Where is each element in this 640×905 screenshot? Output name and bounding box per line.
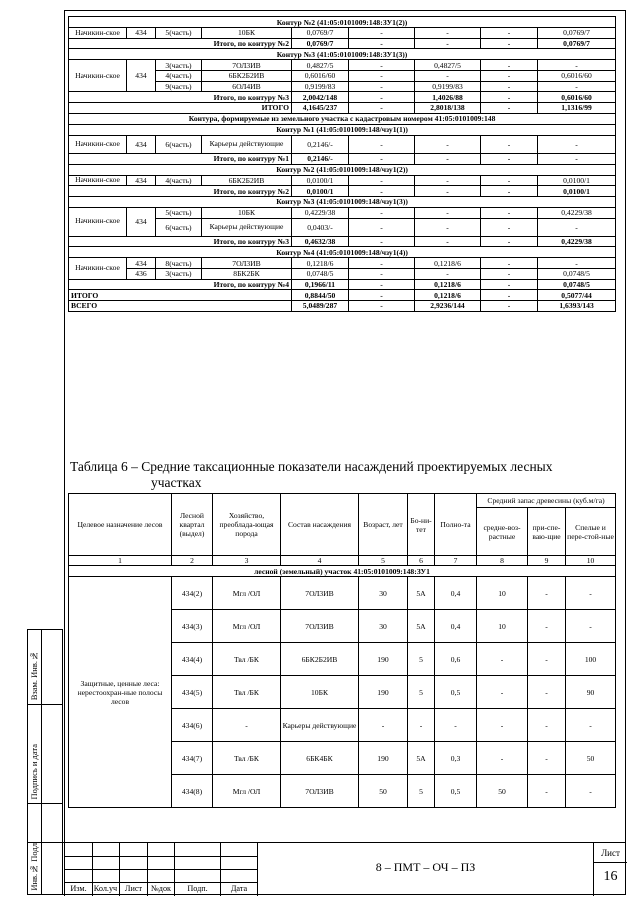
side-field-podpis — [27, 704, 63, 803]
value-cell: - — [349, 60, 415, 71]
header-purpose: Целевое назначение лесов — [69, 494, 172, 556]
table6-cell-composition: 10БК — [281, 676, 359, 709]
allocation-row-total — [69, 92, 616, 103]
forestry-name: Начикин-ское — [69, 258, 127, 279]
kvartal-cell: 434 — [127, 207, 156, 236]
forestry-name: Начикин-ское — [69, 135, 127, 153]
table6-cell-kvartal: 434(6) — [172, 709, 213, 742]
value-cell: - — [349, 258, 415, 269]
value-cell: - — [481, 258, 538, 269]
stamp-kolich: Кол.уч — [93, 884, 118, 893]
area-cell: 0,4827/5 — [292, 60, 349, 71]
grand-total-value: 0,1218/6 — [415, 290, 481, 301]
value-cell: - — [415, 135, 481, 153]
total-value: - — [415, 236, 481, 247]
table6-cell-mid: - — [477, 643, 528, 676]
species-cell: 8БК2БК — [202, 268, 292, 279]
total-value: 0,0100/1 — [538, 186, 616, 197]
table6-cell-pre: - — [528, 643, 566, 676]
table6-cell-age: 190 — [359, 676, 408, 709]
table6-cell-age: - — [359, 709, 408, 742]
section-title: Контур №1 (41:05:0101009:148/чзу1(1)) — [69, 124, 616, 135]
allocation-row-data — [69, 60, 616, 71]
stamp-ndok: №док — [150, 884, 172, 893]
total-label: Итого, по контуру №3 — [69, 92, 292, 103]
vydel-cell: 9(часть) — [156, 81, 202, 92]
sheet-label: Лист — [601, 848, 620, 858]
total-area: 0,1966/11 — [292, 279, 349, 290]
value-cell: - — [481, 71, 538, 82]
area-cell: 0,9199/83 — [292, 81, 349, 92]
allocation-row-section — [69, 124, 616, 135]
kvartal-cell: 434 — [127, 60, 156, 92]
kvartal-cell: 434 — [127, 28, 156, 39]
table6-cell-density: 0,5 — [435, 676, 477, 709]
value-cell: - — [349, 207, 415, 218]
total-label: Итого, по контуру №3 — [69, 236, 292, 247]
table6-cell-bonitet: 5А — [408, 742, 435, 775]
stamp-data: Дата — [230, 884, 248, 893]
grand-total-value: - — [349, 301, 415, 312]
table6-cell-age: 190 — [359, 643, 408, 676]
column-number: 10 — [566, 556, 616, 566]
table6-cell-density: - — [435, 709, 477, 742]
table6-cell-breed: Твл /БК — [213, 742, 281, 775]
value-cell: - — [481, 81, 538, 92]
kvartal-cell: 434 — [127, 175, 156, 186]
total-value: 0,0748/5 — [538, 279, 616, 290]
table6-cell-bonitet: - — [408, 709, 435, 742]
forestry-name: Начикин-ское — [69, 207, 127, 236]
stamp-list: Лист — [124, 884, 143, 893]
column-number: 4 — [281, 556, 359, 566]
column-number: 9 — [528, 556, 566, 566]
value-cell: - — [481, 268, 538, 279]
table6-cell-density: 0,5 — [435, 775, 477, 808]
value-cell: - — [481, 60, 538, 71]
total-value: 0,4229/38 — [538, 236, 616, 247]
section-title: Контур №2 (41:05:0101009:148/чзу1(2)) — [69, 164, 616, 175]
section-title: Контур №3 (41:05:0101009:148/чзу1(3)) — [69, 196, 616, 207]
column-number: 5 — [359, 556, 408, 566]
total-value: 1,1316/99 — [538, 103, 616, 114]
value-cell: - — [538, 81, 616, 92]
vydel-cell: 4(часть) — [156, 71, 202, 82]
species-cell: 6ОЛ4ИВ — [202, 81, 292, 92]
table6-cell-pre: - — [528, 676, 566, 709]
allocation-row-data — [69, 175, 616, 186]
value-cell: - — [481, 175, 538, 186]
value-cell: - — [349, 175, 415, 186]
table6-cell-composition: 7ОЛ3ИВ — [281, 610, 359, 643]
total-value: - — [481, 92, 538, 103]
caption-line-2: участках — [151, 474, 202, 490]
total-value: - — [415, 38, 481, 49]
value-cell: - — [538, 218, 616, 236]
value-cell: 0,4827/5 — [415, 60, 481, 71]
grand-total-value: 1,6393/143 — [538, 301, 616, 312]
column-number: 7 — [435, 556, 477, 566]
sheet-number: 16 — [603, 869, 618, 884]
total-area: 4,1645/237 — [292, 103, 349, 114]
table6-cell-kvartal: 434(8) — [172, 775, 213, 808]
total-value: - — [481, 103, 538, 114]
caption-line-1: Таблица 6 – Средние таксационные показатели насаждений проектируемых лесных — [70, 459, 553, 474]
grand-total-value: 0,5077/44 — [538, 290, 616, 301]
table6-cell-density: 0,4 — [435, 577, 477, 610]
table6-cell-kvartal: 434(4) — [172, 643, 213, 676]
allocation-row-total — [69, 279, 616, 290]
header-composition: Состав насаждения — [281, 494, 359, 556]
table6-cell-composition: 6БК2Б2ИВ — [281, 643, 359, 676]
header-age: Возраст, лет — [359, 494, 408, 556]
value-cell: - — [349, 135, 415, 153]
side-label-vzam: Взам. Инв.№ — [29, 650, 39, 700]
table6-cell-kvartal: 434(3) — [172, 610, 213, 643]
forestry-name: Начикин-ское — [69, 175, 127, 186]
grand-total-value: - — [481, 290, 538, 301]
table6-cell-mature: - — [566, 775, 616, 808]
total-value: - — [481, 236, 538, 247]
value-cell: - — [481, 207, 538, 218]
allocation-row-total — [69, 186, 616, 197]
table6-cell-mature: - — [566, 709, 616, 742]
vydel-cell: 5(часть) — [156, 28, 202, 39]
grand-total-value: 2,9236/144 — [415, 301, 481, 312]
table6-cell-mature: - — [566, 577, 616, 610]
value-cell: - — [538, 135, 616, 153]
table6-cell-density: 0,6 — [435, 643, 477, 676]
document-code: 8 – ПМТ – ОЧ – ПЗ — [375, 860, 476, 874]
total-value: 0,0769/7 — [538, 38, 616, 49]
allocation-row-grand — [69, 301, 616, 312]
vydel-cell: 6(часть) — [156, 218, 202, 236]
value-cell: - — [481, 135, 538, 153]
header-kvartal: Лесной квартал (выдел) — [172, 494, 213, 556]
table6-cell-density: 0,4 — [435, 610, 477, 643]
vydel-cell: 6(часть) — [156, 135, 202, 153]
value-cell: - — [415, 207, 481, 218]
column-number: 6 — [408, 556, 435, 566]
purpose-value: Защитные, ценные леса: нерестоохран-ные полосы лесов — [69, 577, 172, 808]
value-cell: - — [349, 218, 415, 236]
side-label-inv: Инв.№ Подл — [29, 843, 39, 891]
value-cell: - — [538, 60, 616, 71]
table-6 — [68, 493, 616, 808]
value-cell: - — [349, 268, 415, 279]
value-cell: 0,0769/7 — [538, 28, 616, 39]
header-density: Полно-та — [435, 494, 477, 556]
total-value: 0,6016/60 — [538, 92, 616, 103]
table6-cell-breed: Мгл /ОЛ — [213, 775, 281, 808]
forestry-name: Начикин-ское — [69, 28, 127, 39]
table6-cell-pre: - — [528, 775, 566, 808]
allocation-row-total — [69, 153, 616, 164]
grand-total-area: 0,8844/50 — [292, 290, 349, 301]
value-cell: - — [349, 71, 415, 82]
table6-cell-pre: - — [528, 709, 566, 742]
total-area: 0,0100/1 — [292, 186, 349, 197]
table6-section-title: лесной (земельный) участок 41:05:0101009:148:ЗУ1 — [69, 566, 616, 577]
value-cell: - — [415, 218, 481, 236]
total-label: Итого, по контуру №2 — [69, 38, 292, 49]
total-area: 0,2146/- — [292, 153, 349, 164]
allocation-row-sub2 — [69, 268, 616, 279]
species-cell: 7ОЛ3ИВ — [202, 60, 292, 71]
value-cell: - — [415, 175, 481, 186]
allocation-row-data — [69, 258, 616, 269]
value-cell: 0,6016/60 — [538, 71, 616, 82]
total-area: 2,0042/148 — [292, 92, 349, 103]
table6-cell-bonitet: 5 — [408, 643, 435, 676]
header-stock-group: Средний запас древесины (куб.м/га) — [477, 494, 616, 508]
table6-cell-kvartal: 434(2) — [172, 577, 213, 610]
species-cell: Карьеры действующие — [202, 135, 292, 153]
allocation-table — [68, 16, 616, 312]
table6-cell-pre: - — [528, 577, 566, 610]
forestry-name: Начикин-ское — [69, 60, 127, 92]
side-label-podpis: Подпись и дата — [29, 743, 39, 799]
total-label: ИТОГО — [69, 103, 292, 114]
table6-cell-mid: 10 — [477, 577, 528, 610]
species-cell: 7ОЛ3ИВ — [202, 258, 292, 269]
table6-cell-mid: 10 — [477, 610, 528, 643]
section-title: Контур №2 (41:05:0101009:148:ЗУ1(2)) — [69, 17, 616, 28]
total-value: - — [349, 103, 415, 114]
total-value: - — [349, 279, 415, 290]
table6-cell-breed: - — [213, 709, 281, 742]
title-block — [27, 842, 626, 895]
header-pre-mature: при-спе-ваю-щие — [528, 508, 566, 556]
total-value: 0,1218/6 — [415, 279, 481, 290]
total-value: - — [481, 186, 538, 197]
kvartal-cell: 436 — [127, 268, 156, 279]
side-field-vzam — [27, 629, 63, 704]
table6-cell-mid: - — [477, 709, 528, 742]
header-breed: Хозяйство, преоблада-ющая порода — [213, 494, 281, 556]
allocation-row-section — [69, 113, 616, 124]
value-cell: 0,9199/83 — [415, 81, 481, 92]
total-value: - — [349, 92, 415, 103]
total-label: Итого, по контуру №1 — [69, 153, 292, 164]
table6-cell-breed: Твл /БК — [213, 676, 281, 709]
column-number: 1 — [69, 556, 172, 566]
table6-cell-age: 50 — [359, 775, 408, 808]
total-area: 0,0769/7 — [292, 38, 349, 49]
section-title: Контура, формируемые из земельного участка с кадастровым номером 41:05:0101009:148 — [69, 113, 616, 124]
table6-cell-mature: - — [566, 610, 616, 643]
value-cell: - — [481, 28, 538, 39]
area-cell: 0,6016/60 — [292, 71, 349, 82]
value-cell: 0,4229/38 — [538, 207, 616, 218]
vydel-cell: 4(часть) — [156, 175, 202, 186]
table6-cell-pre: - — [528, 610, 566, 643]
total-value: - — [349, 153, 415, 164]
table-6-caption — [70, 459, 630, 490]
area-cell: 0,4229/38 — [292, 207, 349, 218]
allocation-row-total — [69, 38, 616, 49]
table6-cell-age: 30 — [359, 610, 408, 643]
total-value: - — [538, 153, 616, 164]
header-bonitet: Бо-ни-тет — [408, 494, 435, 556]
table6-cell-bonitet: 5 — [408, 775, 435, 808]
table6-cell-kvartal: 434(7) — [172, 742, 213, 775]
allocation-row-total — [69, 103, 616, 114]
area-cell: 0,0403/- — [292, 218, 349, 236]
value-cell: - — [349, 28, 415, 39]
value-cell: 0,0100/1 — [538, 175, 616, 186]
value-cell: - — [538, 258, 616, 269]
table6-cell-mid: 50 — [477, 775, 528, 808]
total-value: - — [415, 153, 481, 164]
table6-cell-composition: 7ОЛ3ИВ — [281, 577, 359, 610]
table6-cell-bonitet: 5А — [408, 577, 435, 610]
table6-cell-density: 0,3 — [435, 742, 477, 775]
table6-cell-bonitet: 5А — [408, 610, 435, 643]
vydel-cell: 3(часть) — [156, 60, 202, 71]
value-cell: - — [415, 28, 481, 39]
area-cell: 0,0748/5 — [292, 268, 349, 279]
total-value: - — [349, 186, 415, 197]
stamp-podp: Подп. — [187, 884, 208, 893]
value-cell: 0,0748/5 — [538, 268, 616, 279]
allocation-row-data — [69, 207, 616, 218]
total-value: - — [481, 38, 538, 49]
table6-cell-composition: Карьеры действующие — [281, 709, 359, 742]
header-mature: Спелые и пере-стой-ные — [566, 508, 616, 556]
allocation-row-grand — [69, 290, 616, 301]
vydel-cell: 3(часть) — [156, 268, 202, 279]
allocation-row-section — [69, 247, 616, 258]
column-number: 3 — [213, 556, 281, 566]
grand-total-area: 5,0489/287 — [292, 301, 349, 312]
total-value: - — [481, 153, 538, 164]
table6-cell-mid: - — [477, 676, 528, 709]
area-cell: 0,0100/1 — [292, 175, 349, 186]
table6-cell-pre: - — [528, 742, 566, 775]
species-cell: 10БК — [202, 28, 292, 39]
value-cell: - — [415, 268, 481, 279]
kvartal-cell: 434 — [127, 135, 156, 153]
table6-cell-breed: Мгл /ОЛ — [213, 610, 281, 643]
column-number: 8 — [477, 556, 528, 566]
value-cell: - — [349, 81, 415, 92]
table6-cell-breed: Мгл /ОЛ — [213, 577, 281, 610]
table6-cell-kvartal: 434(5) — [172, 676, 213, 709]
species-cell: 6БК2Б2ИВ — [202, 71, 292, 82]
grand-total-label: ВСЕГО — [69, 301, 292, 312]
area-cell: 0,2146/- — [292, 135, 349, 153]
species-cell: 10БК — [202, 207, 292, 218]
table6-cell-mature: 90 — [566, 676, 616, 709]
section-title: Контур №4 (41:05:0101009:148/чзу1(4)) — [69, 247, 616, 258]
table6-row — [69, 577, 616, 610]
table6-cell-composition: 6БК4БК — [281, 742, 359, 775]
area-cell: 0,0769/7 — [292, 28, 349, 39]
total-value: 2,8018/138 — [415, 103, 481, 114]
grand-total-label: ИТОГО — [69, 290, 292, 301]
total-value: 1,4026/88 — [415, 92, 481, 103]
value-cell: - — [415, 71, 481, 82]
table6-cell-breed: Твл /БК — [213, 643, 281, 676]
total-value: - — [415, 186, 481, 197]
vydel-cell: 5(часть) — [156, 207, 202, 218]
kvartal-cell: 434 — [127, 258, 156, 269]
allocation-row-total — [69, 236, 616, 247]
table6-cell-age: 190 — [359, 742, 408, 775]
allocation-row-section — [69, 164, 616, 175]
total-value: - — [349, 236, 415, 247]
allocation-row-data — [69, 135, 616, 153]
grand-total-value: - — [481, 301, 538, 312]
stamp-izm: Изм. — [70, 884, 87, 893]
total-label: Итого, по контуру №2 — [69, 186, 292, 197]
table6-cell-bonitet: 5 — [408, 676, 435, 709]
table6-cell-mid: - — [477, 742, 528, 775]
section-title: Контур №3 (41:05:0101009:148:ЗУ1(3)) — [69, 49, 616, 60]
value-cell: 0,1218/6 — [415, 258, 481, 269]
allocation-row-section — [69, 196, 616, 207]
allocation-row-section — [69, 49, 616, 60]
grand-total-value: - — [349, 290, 415, 301]
total-value: - — [349, 38, 415, 49]
header-mid-age: средне-воз-растные — [477, 508, 528, 556]
column-number: 2 — [172, 556, 213, 566]
total-value: - — [481, 279, 538, 290]
table6-cell-mature: 100 — [566, 643, 616, 676]
allocation-row-data — [69, 28, 616, 39]
vydel-cell: 8(часть) — [156, 258, 202, 269]
area-cell: 0,1218/6 — [292, 258, 349, 269]
species-cell: Карьеры действующие — [202, 218, 292, 236]
species-cell: 6БК2Б2ИВ — [202, 175, 292, 186]
total-area: 0,4632/38 — [292, 236, 349, 247]
total-label: Итого, по контуру №4 — [69, 279, 292, 290]
table6-cell-mature: 50 — [566, 742, 616, 775]
value-cell: - — [481, 218, 538, 236]
table6-cell-age: 30 — [359, 577, 408, 610]
allocation-row-section — [69, 17, 616, 28]
table6-cell-composition: 7ОЛ3ИВ — [281, 775, 359, 808]
